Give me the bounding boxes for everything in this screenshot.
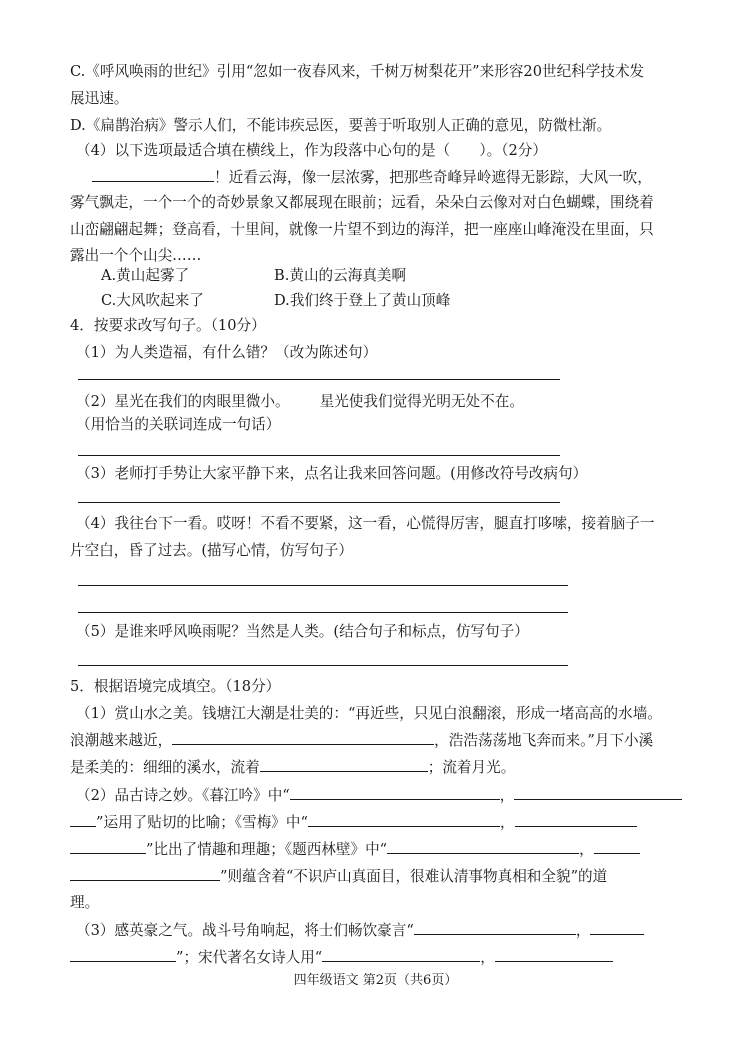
q5-part-1-line-3: 是柔美的：细细的溪水，流着 ；流着月光。 bbox=[70, 759, 516, 776]
fill-blank[interactable] bbox=[514, 785, 682, 800]
passage-line-3: 山峦翩翩起舞；登高看，十里间，就像一片望不到边的海洋，把一座座山峰淹没在里面，只 bbox=[70, 221, 654, 238]
passage-blank[interactable] bbox=[92, 167, 214, 182]
fill-blank[interactable] bbox=[515, 812, 637, 827]
answer-line[interactable] bbox=[78, 379, 560, 380]
fill-blank[interactable] bbox=[70, 947, 176, 962]
sub-question-4-prompt: （4）以下选项最适合填在横线上，作为段落中心句的是（ ）。（2分） bbox=[76, 142, 547, 159]
q5-part-2-line-4: ”则蕴含着“不识庐山真面目，很难认清事物真相和全貌”的道 bbox=[70, 866, 607, 887]
option-d-line: D.《扁鹊治病》警示人们，不能讳疾忌医，要善于听取别人正确的意见，防微杜渐。 bbox=[70, 117, 612, 134]
answer-line[interactable] bbox=[78, 455, 560, 456]
passage-line-4: 露出一个个山尖…… bbox=[70, 247, 202, 264]
fill-blank[interactable] bbox=[322, 947, 480, 962]
q5-part-3-line-2: ”；宋代著名女诗人用“ ， bbox=[70, 947, 613, 968]
answer-line[interactable] bbox=[78, 585, 568, 586]
fill-blank[interactable] bbox=[495, 947, 613, 962]
choice-b[interactable]: B.黄山的云海真美啊 bbox=[274, 267, 407, 284]
answer-line[interactable] bbox=[78, 665, 568, 666]
fill-blank[interactable] bbox=[590, 920, 644, 935]
fill-blank[interactable] bbox=[387, 839, 579, 854]
q4-sentence-2: （2）星光在我们的肉眼里微小。 星光使我们觉得光明无处不在。 bbox=[76, 393, 524, 410]
fill-blank[interactable] bbox=[594, 839, 640, 854]
fill-blank[interactable] bbox=[308, 812, 500, 827]
option-c-continuation: 展迅速。 bbox=[70, 90, 129, 107]
question-4-heading: 4．按要求改写句子。（10分） bbox=[70, 317, 266, 334]
fill-blank[interactable] bbox=[290, 785, 500, 800]
fill-blank[interactable] bbox=[70, 866, 220, 881]
page-footer: 四年级语文 第2页（共6页） bbox=[293, 973, 458, 988]
q4-sentence-4: （4）我往台下一看。哎呀！不看不要紧，这一看，心慌得厉害，腿直打哆嗦，接着脑子一 bbox=[76, 515, 655, 532]
q5-part-2-line-1: （2）品古诗之妙。《暮江吟》中“ ， bbox=[76, 785, 682, 806]
q5-part-2-line-3: ”比出了情趣和理趣；《题西林壁》中“ ， bbox=[70, 839, 640, 860]
q4-sentence-3: （3）老师打手势让大家平静下来，点名让我来回答问题。(用修改符号改病句） bbox=[76, 465, 588, 482]
fill-blank[interactable] bbox=[172, 730, 434, 745]
q5-part-2-line-2: ”运用了贴切的比喻；《雪梅》中“ ， bbox=[70, 812, 637, 833]
q5-part-2-line-5: 理。 bbox=[70, 894, 100, 911]
answer-line[interactable] bbox=[78, 502, 560, 503]
q5-part-1-line-2: 浪潮越来越近， ，浩浩荡荡地飞奔而来。”月下小溪 bbox=[70, 732, 654, 749]
choice-d[interactable]: D.我们终于登上了黄山顶峰 bbox=[274, 292, 451, 309]
choice-c[interactable]: C.大风吹起来了 bbox=[101, 292, 204, 309]
fill-blank[interactable] bbox=[414, 920, 576, 935]
passage-line-1: ！近看云海，像一层浓雾，把那些奇峰异岭遮得无影踪，大风一吹， bbox=[92, 167, 652, 188]
q4-sentence-1: （1）为人类造福，有什么错？（改为陈述句） bbox=[76, 344, 378, 361]
answer-line[interactable] bbox=[78, 612, 568, 613]
q4-sentence-2-instruction: （用恰当的关联词连成一句话） bbox=[76, 416, 281, 433]
choice-a[interactable]: A.黄山起雾了 bbox=[101, 267, 190, 284]
question-5-heading: 5．根据语境完成填空。（18分） bbox=[70, 678, 281, 695]
q4-sentence-5: （5）是谁来呼风唤雨呢？当然是人类。(结合句子和标点，仿写句子） bbox=[76, 623, 529, 640]
q5-part-3-line-1: （3）感英豪之气。战斗号角响起，将士们畅饮豪言“ ， bbox=[76, 920, 644, 941]
q5-part-1-line-1: （1）赏山水之美。钱塘江大潮是壮美的：“再近些，只见白浪翻滚，形成一堵高高的水墙。 bbox=[76, 705, 662, 722]
option-c-line: C.《呼风唤雨的世纪》引用“忽如一夜春风来，千树万树梨花开”来形容20世纪科学技术发 bbox=[70, 63, 645, 80]
fill-blank[interactable] bbox=[70, 839, 146, 854]
fill-blank[interactable] bbox=[70, 812, 96, 827]
fill-blank[interactable] bbox=[260, 757, 428, 772]
passage-line-2: 雾气飘走，一个一个的奇妙景象又都展现在眼前；远看，朵朵白云像对对白色蝴蝶，围绕着 bbox=[70, 194, 654, 211]
q4-sentence-4-continuation: 片空白，昏了过去。(描写心情，仿写句子） bbox=[70, 542, 353, 559]
